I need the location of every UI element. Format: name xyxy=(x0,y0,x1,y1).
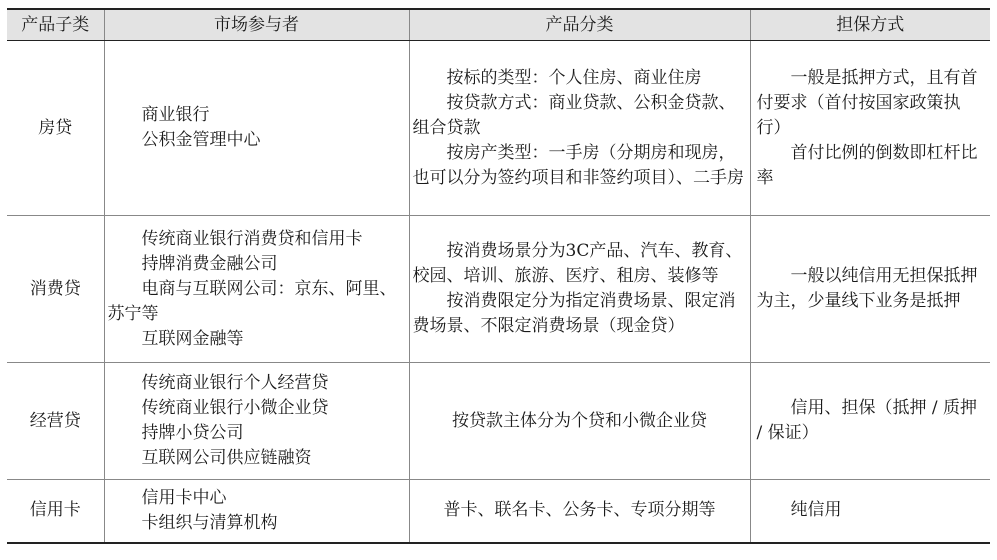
cell-subtype: 消费贷 xyxy=(7,216,104,363)
classification-item: 按消费场景分为3C产品、汽车、教育、校园、培训、旅游、医疗、租房、装修等 xyxy=(412,241,743,286)
guarantee-item: 纯信用 xyxy=(790,500,842,521)
participant-item: 卡组织与清算机构 xyxy=(141,512,278,533)
cell-classification xyxy=(409,216,750,363)
cell-classification xyxy=(409,41,750,216)
participant-item: 持牌消费金融公司 xyxy=(141,253,278,274)
cell-subtype: 信用卡 xyxy=(7,480,104,543)
table-row xyxy=(7,216,990,363)
cell-participants xyxy=(104,480,409,543)
header-row xyxy=(7,9,990,41)
classification-item: 按标的类型：个人住房、商业住房 xyxy=(446,67,702,88)
participant-item: 传统商业银行个人经营贷 xyxy=(141,373,329,393)
participant-item: 传统商业银行小微企业贷 xyxy=(141,398,329,418)
participant-item: 互联网公司供应链融资 xyxy=(141,448,312,468)
guarantee-item: 一般以纯信用无担保抵押为主，少量线下业务是抵押 xyxy=(756,266,978,311)
participant-item: 电商与互联网公司：京东、阿里、苏宁等 xyxy=(107,278,397,324)
participant-item: 商业银行 xyxy=(141,105,210,125)
table-row xyxy=(7,363,990,480)
table-row xyxy=(7,480,990,543)
cell-subtype: 房贷 xyxy=(7,41,104,216)
cell-guarantee xyxy=(750,216,990,363)
participant-item: 信用卡中心 xyxy=(141,487,227,508)
classification-item: 按房产类型：一手房（分期房和现房，也可以分为签约项目和非签约项目）、二手房 xyxy=(412,142,744,188)
guarantee-item: 首付比例的倒数即杠杆比率 xyxy=(756,142,978,188)
classification-item: 按贷款主体分为个贷和小微企业贷 xyxy=(452,410,707,431)
cell-subtype: 经营贷 xyxy=(7,363,104,480)
cell-guarantee xyxy=(750,363,990,480)
header-subtype: 产品子类 xyxy=(7,9,104,41)
cell-classification xyxy=(409,363,750,480)
loan-product-table-container xyxy=(7,8,990,544)
cell-participants xyxy=(104,41,409,216)
guarantee-item: 信用、担保（抵押 / 质押 / 保证） xyxy=(756,398,978,443)
participant-item: 持牌小贷公司 xyxy=(141,423,244,443)
header-guarantee: 担保方式 xyxy=(750,9,990,41)
participant-item: 互联网金融等 xyxy=(141,328,244,349)
cell-guarantee xyxy=(750,41,990,216)
table-row xyxy=(7,41,990,216)
participant-item: 传统商业银行消费贷和信用卡 xyxy=(141,228,363,249)
cell-guarantee xyxy=(750,480,990,543)
participant-item: 公积金管理中心 xyxy=(141,130,261,150)
loan-product-table xyxy=(7,8,990,544)
classification-item: 按消费限定分为指定消费场景、限定消费场景、不限定消费场景（现金贷） xyxy=(412,291,736,336)
guarantee-item: 一般是抵押方式，且有首付要求（首付按国家政策执行） xyxy=(756,67,978,138)
cell-participants xyxy=(104,216,409,363)
cell-participants xyxy=(104,363,409,480)
header-classification: 产品分类 xyxy=(409,9,750,41)
header-participants: 市场参与者 xyxy=(104,9,409,41)
classification-item: 普卡、联名卡、公务卡、专项分期等 xyxy=(443,500,716,521)
cell-classification xyxy=(409,480,750,543)
classification-item: 按贷款方式：商业贷款、公积金贷款、组合贷款 xyxy=(412,92,736,138)
